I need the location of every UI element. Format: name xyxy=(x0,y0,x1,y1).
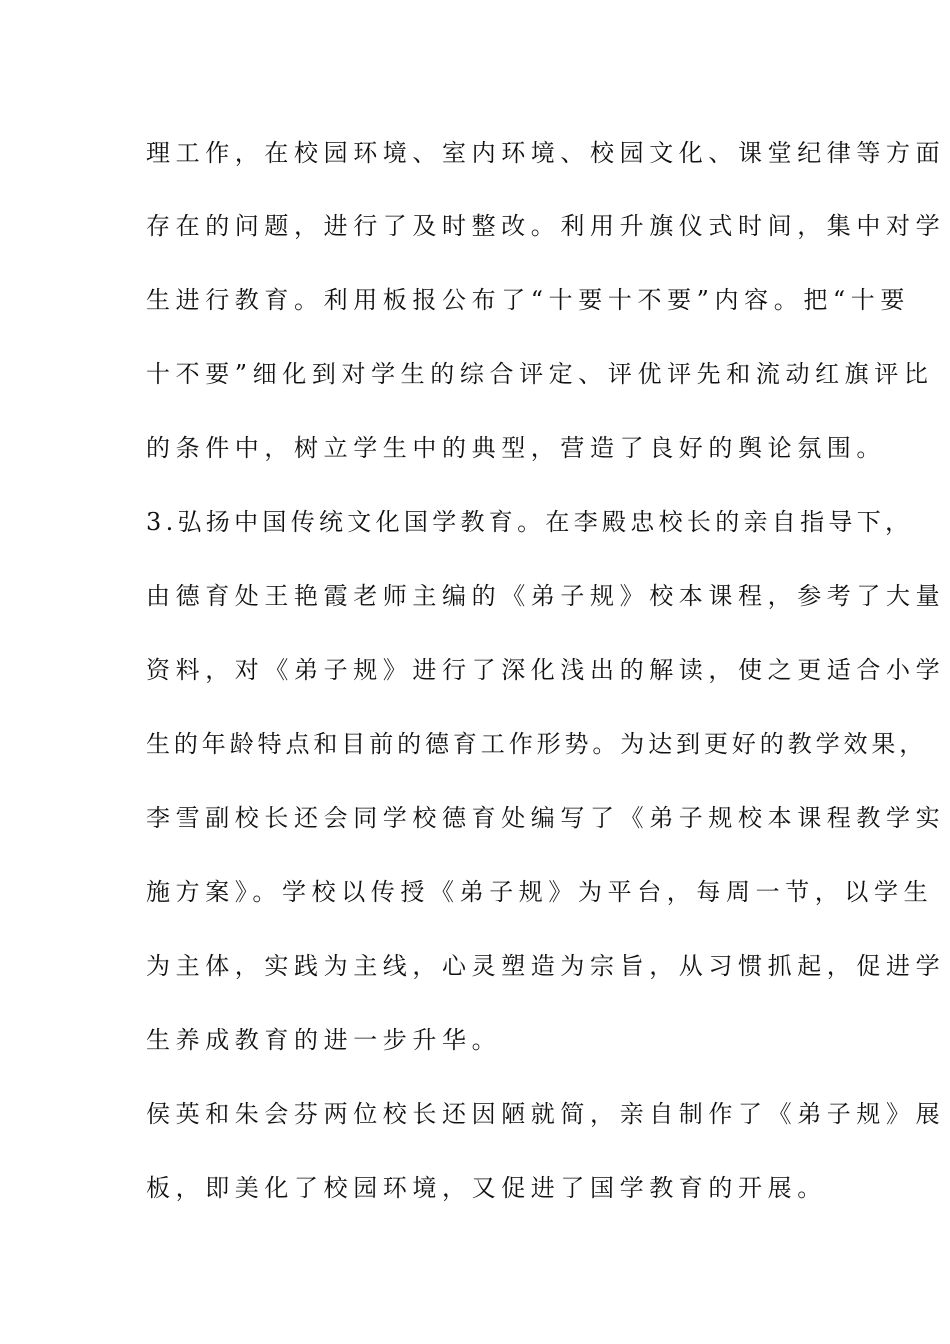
paragraph-line: 侯英和朱会芬两位校长还因陋就简，亲自制作了《弟子规》展 xyxy=(146,1100,946,1128)
paragraph-line: 李雪副校长还会同学校德育处编写了《弟子规校本课程教学实 xyxy=(146,804,946,832)
paragraph-line: 施方案》。学校以传授《弟子规》为平台，每周一节，以学生 xyxy=(146,878,934,906)
paragraph-line: 十不要”细化到对学生的综合评定、评优评先和流动红旗评比 xyxy=(146,360,934,388)
paragraph-line: 生养成教育的进一步升华。 xyxy=(146,1026,502,1054)
paragraph-line: 由德育处王艳霞老师主编的《弟子规》校本课程，参考了大量 xyxy=(146,582,946,610)
paragraph-line: 生的年龄特点和目前的德育工作形势。为达到更好的教学效果， xyxy=(146,730,928,758)
paragraph-line: 存在的问题，进行了及时整改。利用升旗仪式时间，集中对学 xyxy=(146,212,946,240)
section-heading-line: 3.弘扬中国传统文化国学教育。在李殿忠校长的亲自指导下， xyxy=(146,508,914,536)
paragraph-line: 板，即美化了校园环境，又促进了国学教育的开展。 xyxy=(146,1174,827,1202)
paragraph-line: 生进行教育。利用板报公布了“十要十不要”内容。把“十要 xyxy=(146,286,911,314)
paragraph-line: 的条件中，树立学生中的典型，营造了良好的舆论氛围。 xyxy=(146,434,886,462)
paragraph-line: 理工作，在校园环境、室内环境、校园文化、课堂纪律等方面 xyxy=(146,139,946,167)
paragraph-line: 资料，对《弟子规》进行了深化浅出的解读，使之更适合小学 xyxy=(146,656,946,684)
paragraph-line: 为主体，实践为主线，心灵塑造为宗旨，从习惯抓起，促进学 xyxy=(146,952,946,980)
